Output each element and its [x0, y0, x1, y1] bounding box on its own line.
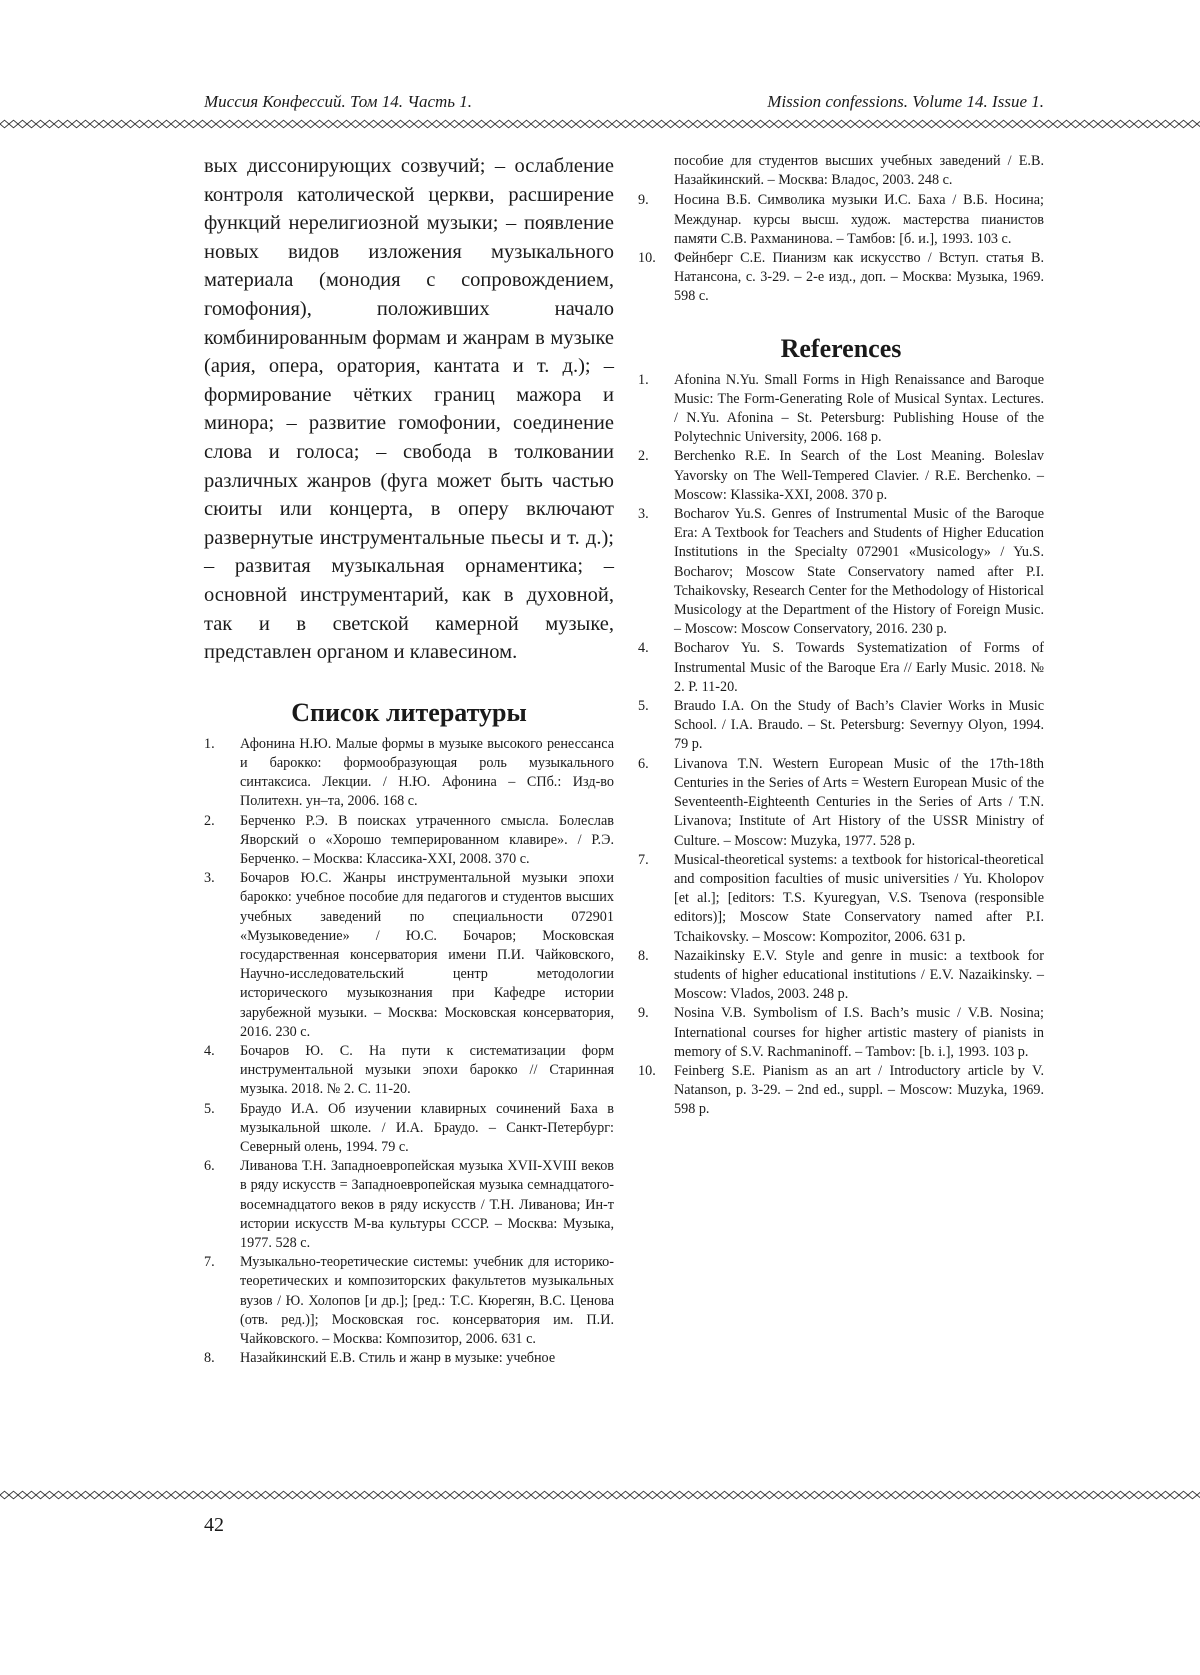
list-item: 8. Nazaikinsky E.V. Style and genre in music: a textbook for students of higher educational institutions / E.V. Nazaikinsky. – Moscow: Vlados, 2003. 248 p.	[638, 947, 1044, 1003]
list-item: 4. Bocharov Yu. S. Towards Systematization of Forms of Instrumental Music of the Baroque Era // Early Music. 2018. № 2. P. 11-20.	[638, 640, 1044, 695]
list-item: 1. Афонина Н.Ю. Малые формы в музыке высокого ренессанса и барокко: формообразующая роль музыкального синтаксиса. Лекции. / Н.Ю. Афонина – СПб.: Изд-во Политехн. ун–та, 2006. 168 с.	[204, 735, 614, 810]
list-item: 6. Livanova T.N. Western European Music of the 17th-18th Centuries in the Series of Arts = Western European Music of the Seventeenth-Eighteenth Centuries in the Series of Arts / T.N. Livanova; Institute of Art History of the USSR Ministry of Culture. – Moscow: Muzyka, 1977. 528 p.	[638, 755, 1044, 849]
references-heading: References	[780, 333, 902, 363]
list-item: 9. Nosina V.B. Symbolism of I.S. Bach’s music / V.B. Nosina; International courses for higher artistic mastery of pianists in memory of S.V. Rachmaninoff. – Tambov: [b. i.], 1993. 103 p.	[638, 1005, 1044, 1060]
page-number: 42	[204, 1514, 224, 1536]
list-item: 2. Берченко Р.Э. В поисках утраченного смысла. Болеслав Яворский о «Хорошо темперированном клавире». / Р.Э. Берченко. – Москва: Классика-XXI, 2008. 370 с.	[204, 812, 614, 867]
left-column	[204, 152, 614, 1368]
references-list	[638, 371, 1044, 1120]
ornament-border-bottom	[0, 1490, 1200, 1500]
header-journal-en: Mission confessions. Volume 14. Issue 1.	[767, 92, 1044, 111]
list-item: 6. Ливанова Т.Н. Западноевропейская музыка XVII-XVIII веков в ряду искусств = Западноевропейская музыка семнадцатого-восемнадцатого веков в ряду искусств / Т.Н. Ливанова; Ин-т истории искусств М-ва культуры СССР. – Москва: Музыка, 1977. 528 с.	[204, 1158, 614, 1251]
literature-heading: Список литературы	[291, 697, 527, 727]
list-item: 1. Afonina N.Yu. Small Forms in High Renaissance and Baroque Music: The Form-Generating Role of Musical Syntax. Lectures. / N.Yu. Afonina – St. Petersburg: Publishing House of the Polytechnic University, 2006. 168 p.	[638, 371, 1044, 446]
ornament-border-top	[0, 119, 1200, 129]
list-item: 3. Bocharov Yu.S. Genres of Instrumental Music of the Baroque Era: A Textbook for Teachers and Students of Higher Education Institutions in the Specialty 072901 «Musicology» / Yu.S. Bocharov; Moscow State Conservatory named after P.I. Tchaikovsky, Research Center for the Methodology of Historical Musicology at the Department of the History of Foreign Music. – Moscow: Moscow Conservatory, 2016. 230 p.	[638, 506, 1044, 638]
list-item: 8. Назайкинский Е.В. Стиль и жанр в музыке: учебное	[204, 1350, 556, 1367]
list-item: 10. Фейнберг С.Е. Пианизм как искусство / Вступ. статья В. Натансона, с. 3-29. – 2-е изд., доп. – Москва: Музыка, 1969. 598 с.	[638, 250, 1044, 305]
list-item: 5. Браудо И.А. Об изучении клавирных сочинений Баха в музыкальной школе. / И.А. Браудо. – Санкт-Петербург: Северный олень, 1994. 79 с.	[204, 1100, 614, 1155]
header-journal-ru: Миссия Конфессий. Том 14. Часть 1.	[204, 92, 473, 111]
list-item: 3. Бочаров Ю.С. Жанры инструментальной музыки эпохи барокко: учебное пособие для педагогов и студентов высших учебных заведений по специальности 072901 «Музыковедение» / Ю.С. Бочаров; Московская государственная консерватория имени П.И. Чайковского, Научно-исследовательский центр методологии исторического музыкознания при Кафедре истории зарубежной музыки. – Москва: Московская консерватория, 2016. 230 с.	[204, 870, 614, 1040]
right-column	[638, 152, 1044, 1120]
literature-item-8-continuation: пособие для студентов высших учебных заведений / Е.В. Назайкинский. – Москва: Владос, 2003. 248 с.	[674, 153, 1044, 189]
body-paragraph: вых диссонирующих созвучий; – ослабление контроля католической церкви, расширение функций нерелигиозной музыки; – появление новых видов изложения музыкального материала (монодия с сопровождением, гомофония), положивших начало комбинированным формам и жанрам в музыке (ария, опера, оратория, кантата и т. д.); – формирование чётких границ мажора и минора; – развитие гомофонии, соединение слова и голоса; – свобода в толковании различных жанров (фуга может быть частью сюиты или концерта, в оперу включают развернутые инструментальные пьесы и т. д.); – развитая музыкальная орнаментика; – основной инструментарий, как в духовной, так и в светской камерной музыке, представлен органом и клавесином.	[204, 155, 614, 664]
list-item: 7. Musical-theoretical systems: a textbook for historical-theoretical and composition faculties of music universities / Yu. Kholopov [et al.]; [editors: T.S. Kyuregyan, V.S. Tsenova (responsible editors)]; Moscow State Conservatory named after P.I. Tchaikovsky. – Moscow: Kompozitor, 2006. 631 p.	[638, 851, 1044, 945]
running-header	[204, 92, 1044, 118]
list-item: 5. Braudo I.A. On the Study of Bach’s Clavier Works in Music School. / I.A. Braudo. – St. Petersburg: Severnyy Olyon, 1994. 79 p.	[638, 698, 1044, 753]
list-item: 4. Бочаров Ю. С. На пути к систематизации форм инструментальной музыки эпохи барокко // Старинная музыка. 2018. № 2. С. 11-20.	[204, 1042, 614, 1098]
list-item: 7. Музыкально-теоретические системы: учебник для историко- теоретических и композиторских факультетов музыкальных вузов / Ю. Холопов [и др.]; [ред.: Т.С. Кюрегян, В.С. Ценова (отв. ред.)]; Московская гос. консерватория им. П.И. Чайковского. – Москва: Композитор, 2006. 631 с.	[204, 1254, 614, 1347]
literature-list-continued	[638, 191, 1044, 306]
list-item: 2. Berchenko R.E. In Search of the Lost Meaning. Boleslav Yavorsky on The Well-Tempered Clavier. / R.E. Berchenko. – Moscow: Klassika-XXI, 2008. 370 p.	[638, 448, 1044, 503]
literature-list	[204, 735, 614, 1369]
list-item: 9. Носина В.Б. Символика музыки И.С. Баха / В.Б. Носина; Междунар. курсы высш. худож. мастерства пианистов памяти С.В. Рахманинова. – Тамбов: [б. и.], 1993. 103 с.	[638, 192, 1044, 247]
list-item: 10. Feinberg S.E. Pianism as an art / Introductory article by V. Natanson, p. 3-29. – 2nd ed., suppl. – Moscow: Muzyka, 1969. 598 p.	[638, 1062, 1044, 1118]
